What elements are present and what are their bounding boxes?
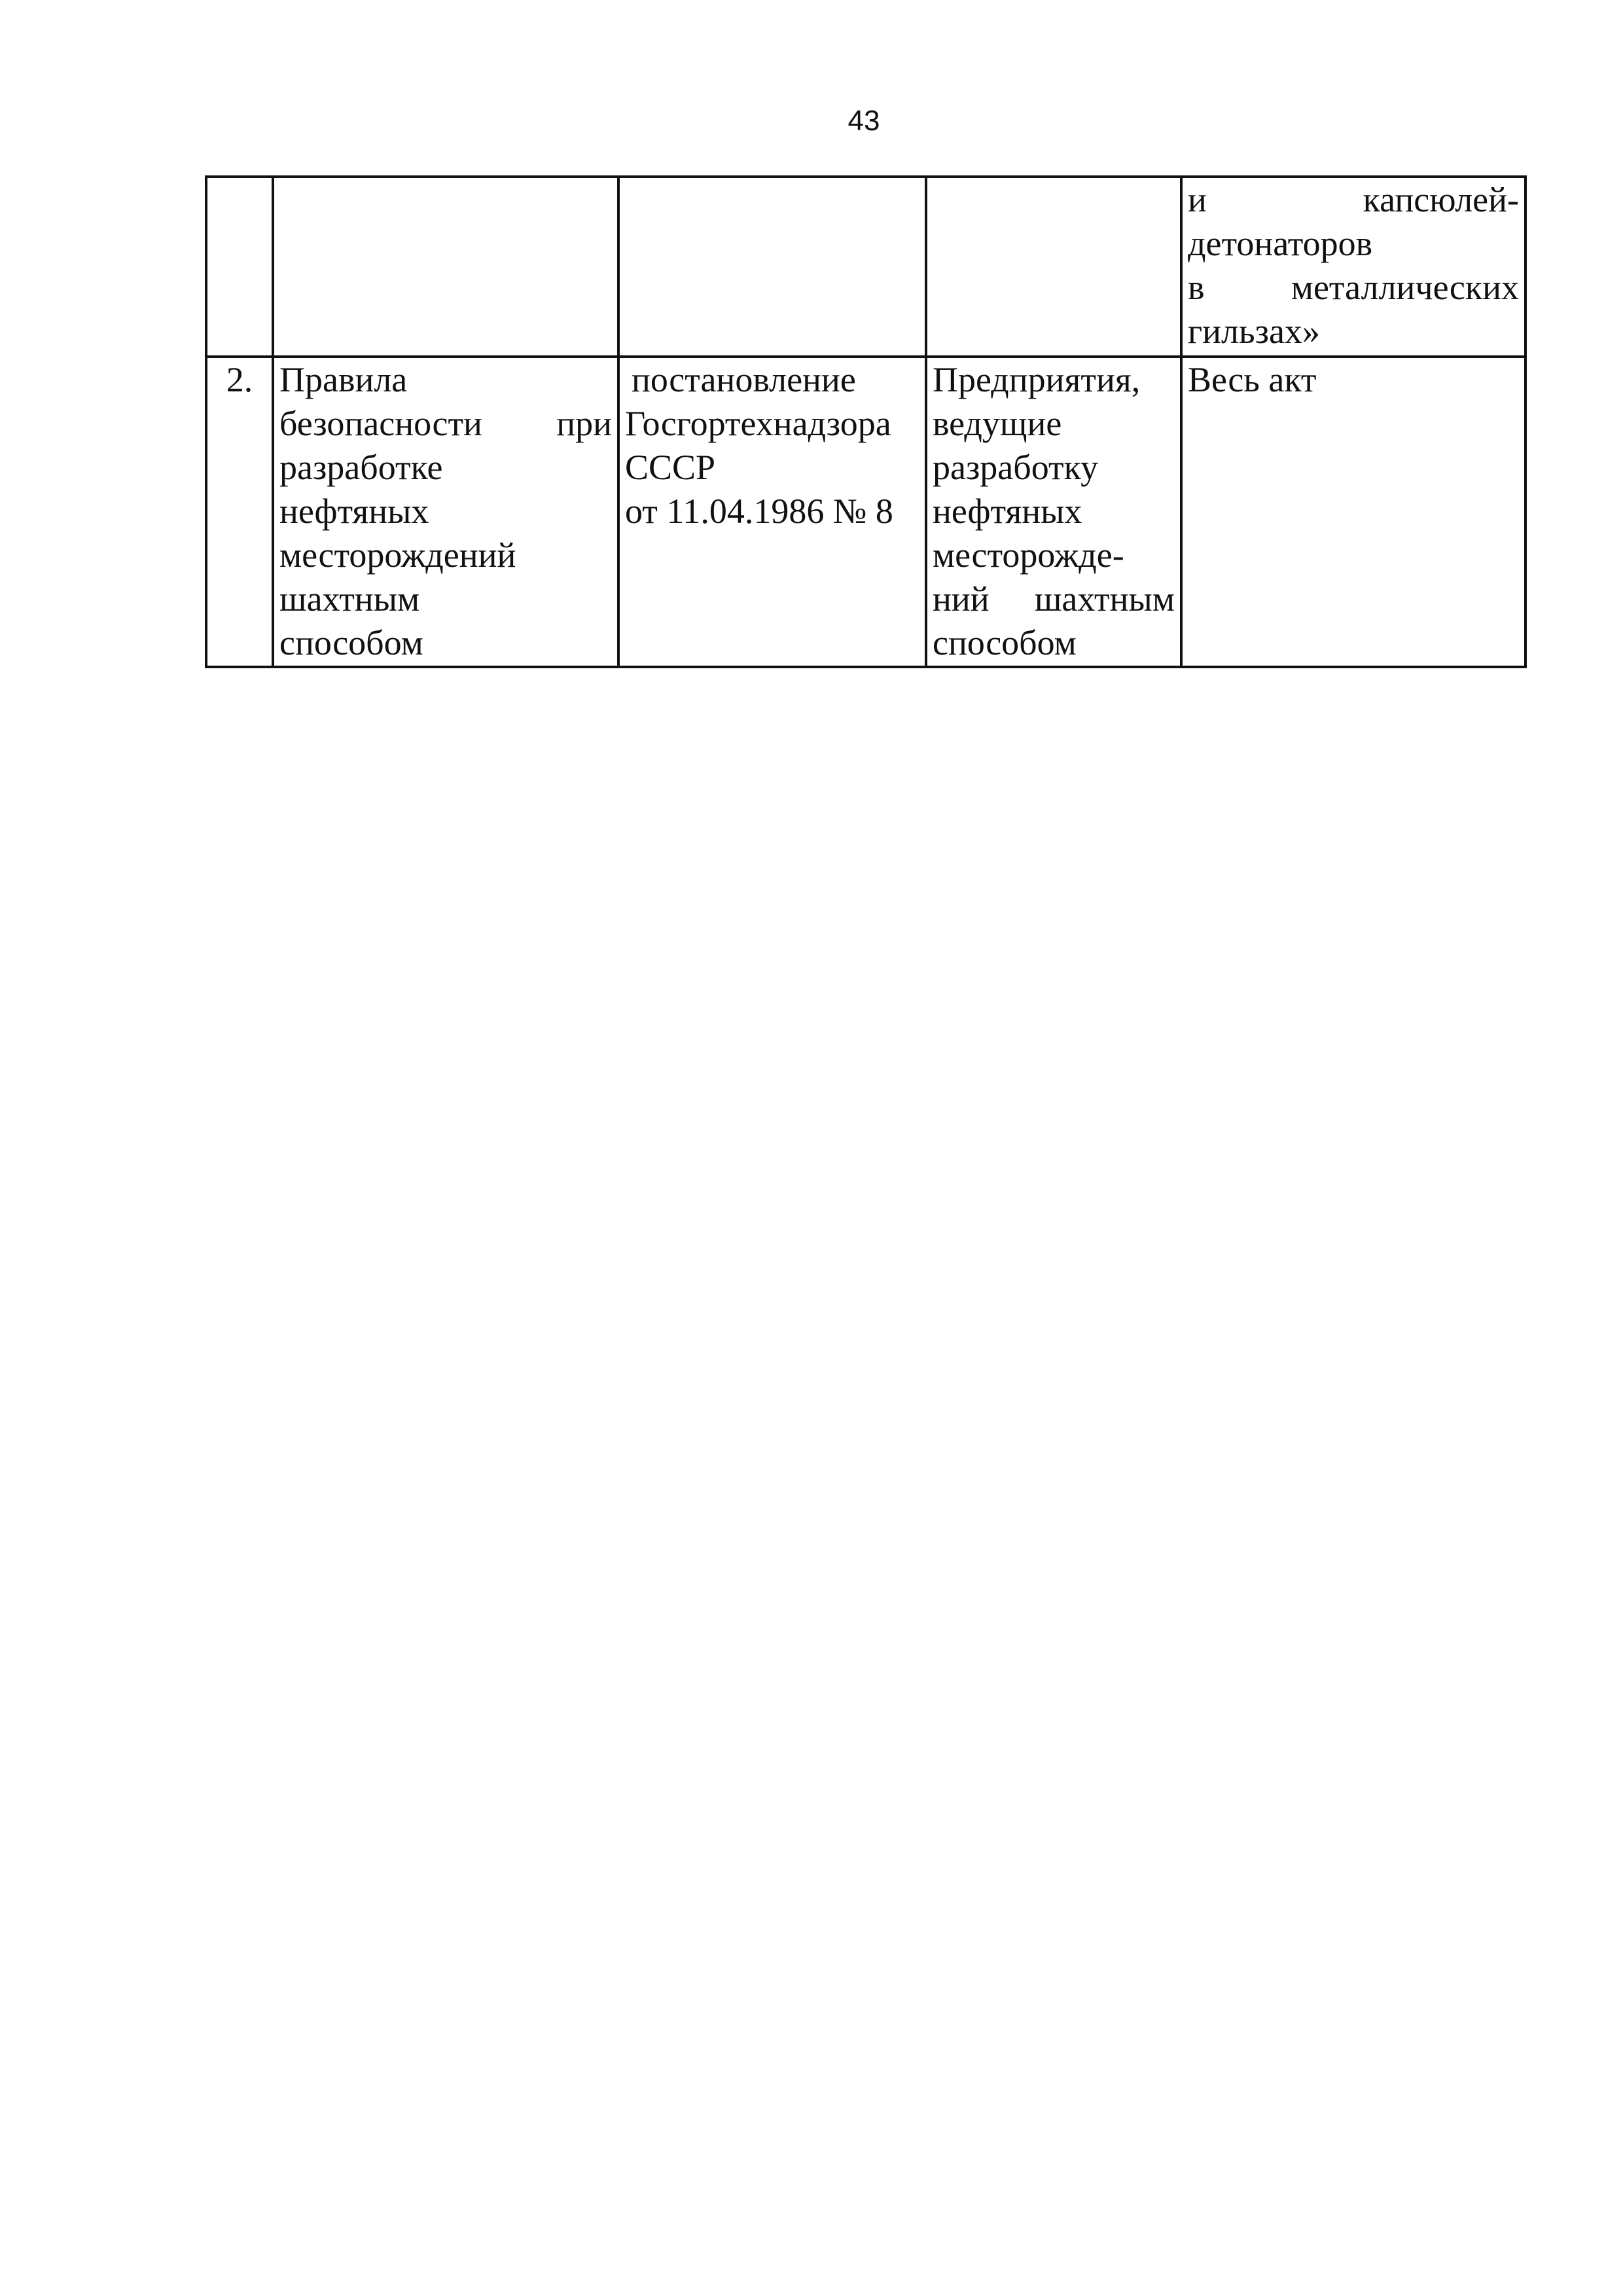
table-row bbox=[206, 357, 1525, 667]
cell-line: месторождений bbox=[279, 535, 516, 575]
cell-act-name bbox=[273, 177, 618, 357]
cell-line: разработке bbox=[279, 448, 443, 487]
cell-line-right: капсюлей- bbox=[1363, 180, 1519, 219]
cell-number bbox=[206, 177, 273, 357]
cell-line bbox=[1188, 178, 1519, 222]
cell-line: шахтным bbox=[279, 579, 420, 619]
cell-act-requirements bbox=[1181, 357, 1525, 667]
cell-line bbox=[1188, 266, 1519, 310]
cell-number: 2. bbox=[206, 357, 273, 667]
cell-act-document bbox=[618, 357, 926, 667]
cell-line-left: безопасности bbox=[279, 404, 482, 443]
cell-line: СССР bbox=[625, 448, 716, 487]
cell-line: нефтяных bbox=[933, 492, 1082, 531]
cell-line: от 11.04.1986 № 8 bbox=[625, 492, 893, 531]
cell-line-right: металлических bbox=[1291, 268, 1519, 307]
cell-line: Весь акт bbox=[1188, 360, 1317, 399]
cell-line bbox=[279, 402, 612, 446]
cell-line: разработку bbox=[933, 448, 1099, 487]
cell-line-left: ний bbox=[933, 579, 990, 619]
cell-line-right: шахтным bbox=[1034, 579, 1175, 619]
cell-line: ведущие bbox=[933, 404, 1062, 443]
cell-act-scope bbox=[926, 357, 1181, 667]
cell-line-left: и bbox=[1188, 180, 1207, 219]
cell-act-requirements bbox=[1181, 177, 1525, 357]
cell-line: способом bbox=[279, 623, 423, 662]
table-row bbox=[206, 177, 1525, 357]
cell-line: способом bbox=[933, 623, 1077, 662]
page-number: 43 bbox=[847, 105, 880, 137]
cell-line bbox=[933, 577, 1175, 621]
regulations-table bbox=[205, 175, 1527, 668]
cell-line: Госгортехнадзора bbox=[625, 404, 891, 443]
cell-line-left: в bbox=[1188, 268, 1205, 307]
cell-line-right: при bbox=[556, 404, 612, 443]
cell-line: гильзах» bbox=[1188, 312, 1320, 351]
cell-line: постановление bbox=[632, 360, 856, 399]
cell-act-name bbox=[273, 357, 618, 667]
cell-line: детонаторов bbox=[1188, 224, 1373, 263]
cell-line: Предприятия, bbox=[933, 360, 1141, 399]
cell-line: месторожде- bbox=[933, 535, 1124, 575]
cell-act-scope bbox=[926, 177, 1181, 357]
cell-line: Правила bbox=[279, 360, 408, 399]
cell-line: нефтяных bbox=[279, 492, 429, 531]
cell-act-document bbox=[618, 177, 926, 357]
